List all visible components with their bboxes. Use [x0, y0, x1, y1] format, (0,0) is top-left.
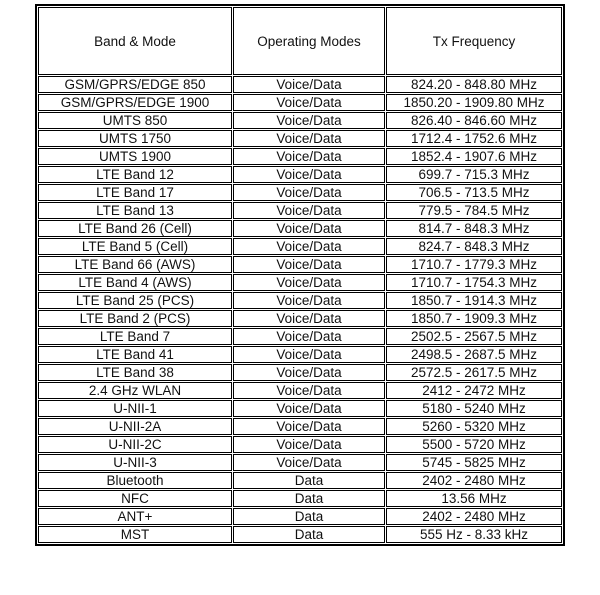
modes-cell: Voice/Data: [233, 148, 385, 165]
frequency-cell: 5745 - 5825 MHz: [386, 454, 562, 471]
table-row: [38, 76, 562, 93]
table-row: [38, 220, 562, 237]
band-cell: GSM/GPRS/EDGE 1900: [38, 94, 232, 111]
band-cell: LTE Band 5 (Cell): [38, 238, 232, 255]
modes-cell: Voice/Data: [233, 238, 385, 255]
band-cell: U-NII-1: [38, 400, 232, 417]
modes-cell: Data: [233, 490, 385, 507]
table-row: [38, 436, 562, 453]
frequency-cell: 1710.7 - 1779.3 MHz: [386, 256, 562, 273]
band-cell: LTE Band 4 (AWS): [38, 274, 232, 291]
table-row: [38, 454, 562, 471]
table-row: [38, 184, 562, 201]
frequency-cell: 5260 - 5320 MHz: [386, 418, 562, 435]
header-row: [38, 7, 562, 75]
modes-cell: Data: [233, 526, 385, 543]
band-cell: U-NII-2C: [38, 436, 232, 453]
modes-cell: Voice/Data: [233, 382, 385, 399]
frequency-cell: 555 Hz - 8.33 kHz: [386, 526, 562, 543]
table-row: [38, 472, 562, 489]
band-cell: LTE Band 12: [38, 166, 232, 183]
frequency-cell: 1852.4 - 1907.6 MHz: [386, 148, 562, 165]
table-row: [38, 382, 562, 399]
modes-cell: Voice/Data: [233, 76, 385, 93]
band-cell: MST: [38, 526, 232, 543]
frequency-cell: 2572.5 - 2617.5 MHz: [386, 364, 562, 381]
modes-cell: Voice/Data: [233, 436, 385, 453]
modes-cell: Voice/Data: [233, 418, 385, 435]
table-row: [38, 490, 562, 507]
frequency-cell: 824.20 - 848.80 MHz: [386, 76, 562, 93]
band-cell: LTE Band 26 (Cell): [38, 220, 232, 237]
table-row: [38, 202, 562, 219]
header-tx-frequency: Tx Frequency: [386, 7, 562, 75]
table-row: [38, 508, 562, 525]
frequency-cell: 5500 - 5720 MHz: [386, 436, 562, 453]
frequency-cell: 1850.7 - 1909.3 MHz: [386, 310, 562, 327]
modes-cell: Voice/Data: [233, 220, 385, 237]
modes-cell: Voice/Data: [233, 202, 385, 219]
header-band-mode: Band & Mode: [38, 7, 232, 75]
table-row: [38, 256, 562, 273]
table-row: [38, 112, 562, 129]
modes-cell: Voice/Data: [233, 112, 385, 129]
table-row: [38, 364, 562, 381]
table-row: [38, 292, 562, 309]
band-cell: U-NII-2A: [38, 418, 232, 435]
frequency-cell: 2412 - 2472 MHz: [386, 382, 562, 399]
band-cell: GSM/GPRS/EDGE 850: [38, 76, 232, 93]
modes-cell: Voice/Data: [233, 400, 385, 417]
header-operating-modes: Operating Modes: [233, 7, 385, 75]
frequency-cell: 2402 - 2480 MHz: [386, 508, 562, 525]
table-row: [38, 166, 562, 183]
table-row: [38, 418, 562, 435]
frequency-cell: 1850.20 - 1909.80 MHz: [386, 94, 562, 111]
frequency-cell: 2498.5 - 2687.5 MHz: [386, 346, 562, 363]
modes-cell: Voice/Data: [233, 364, 385, 381]
frequency-cell: 826.40 - 846.60 MHz: [386, 112, 562, 129]
table-row: [38, 328, 562, 345]
band-cell: NFC: [38, 490, 232, 507]
modes-cell: Voice/Data: [233, 454, 385, 471]
band-cell: UMTS 1900: [38, 148, 232, 165]
band-cell: LTE Band 41: [38, 346, 232, 363]
frequency-table: [35, 4, 565, 546]
table-row: [38, 238, 562, 255]
table-row: [38, 526, 562, 543]
band-cell: Bluetooth: [38, 472, 232, 489]
modes-cell: Voice/Data: [233, 184, 385, 201]
modes-cell: Voice/Data: [233, 94, 385, 111]
table-row: [38, 130, 562, 147]
modes-cell: Voice/Data: [233, 274, 385, 291]
frequency-cell: 706.5 - 713.5 MHz: [386, 184, 562, 201]
band-cell: LTE Band 7: [38, 328, 232, 345]
modes-cell: Data: [233, 472, 385, 489]
frequency-cell: 1712.4 - 1752.6 MHz: [386, 130, 562, 147]
modes-cell: Voice/Data: [233, 166, 385, 183]
modes-cell: Voice/Data: [233, 346, 385, 363]
band-cell: LTE Band 17: [38, 184, 232, 201]
frequency-cell: 699.7 - 715.3 MHz: [386, 166, 562, 183]
band-cell: LTE Band 66 (AWS): [38, 256, 232, 273]
modes-cell: Voice/Data: [233, 256, 385, 273]
frequency-cell: 2502.5 - 2567.5 MHz: [386, 328, 562, 345]
table-row: [38, 148, 562, 165]
band-cell: LTE Band 38: [38, 364, 232, 381]
table-row: [38, 274, 562, 291]
frequency-cell: 2402 - 2480 MHz: [386, 472, 562, 489]
band-cell: LTE Band 2 (PCS): [38, 310, 232, 327]
table-row: [38, 94, 562, 111]
modes-cell: Data: [233, 508, 385, 525]
frequency-cell: 779.5 - 784.5 MHz: [386, 202, 562, 219]
band-cell: ANT+: [38, 508, 232, 525]
band-cell: 2.4 GHz WLAN: [38, 382, 232, 399]
modes-cell: Voice/Data: [233, 310, 385, 327]
frequency-cell: 824.7 - 848.3 MHz: [386, 238, 562, 255]
table-row: [38, 346, 562, 363]
table-row: [38, 400, 562, 417]
band-cell: UMTS 850: [38, 112, 232, 129]
frequency-cell: 1850.7 - 1914.3 MHz: [386, 292, 562, 309]
modes-cell: Voice/Data: [233, 130, 385, 147]
band-cell: UMTS 1750: [38, 130, 232, 147]
modes-cell: Voice/Data: [233, 292, 385, 309]
frequency-cell: 1710.7 - 1754.3 MHz: [386, 274, 562, 291]
frequency-cell: 814.7 - 848.3 MHz: [386, 220, 562, 237]
band-cell: LTE Band 13: [38, 202, 232, 219]
table-row: [38, 310, 562, 327]
band-cell: U-NII-3: [38, 454, 232, 471]
band-cell: LTE Band 25 (PCS): [38, 292, 232, 309]
modes-cell: Voice/Data: [233, 328, 385, 345]
frequency-cell: 5180 - 5240 MHz: [386, 400, 562, 417]
frequency-cell: 13.56 MHz: [386, 490, 562, 507]
